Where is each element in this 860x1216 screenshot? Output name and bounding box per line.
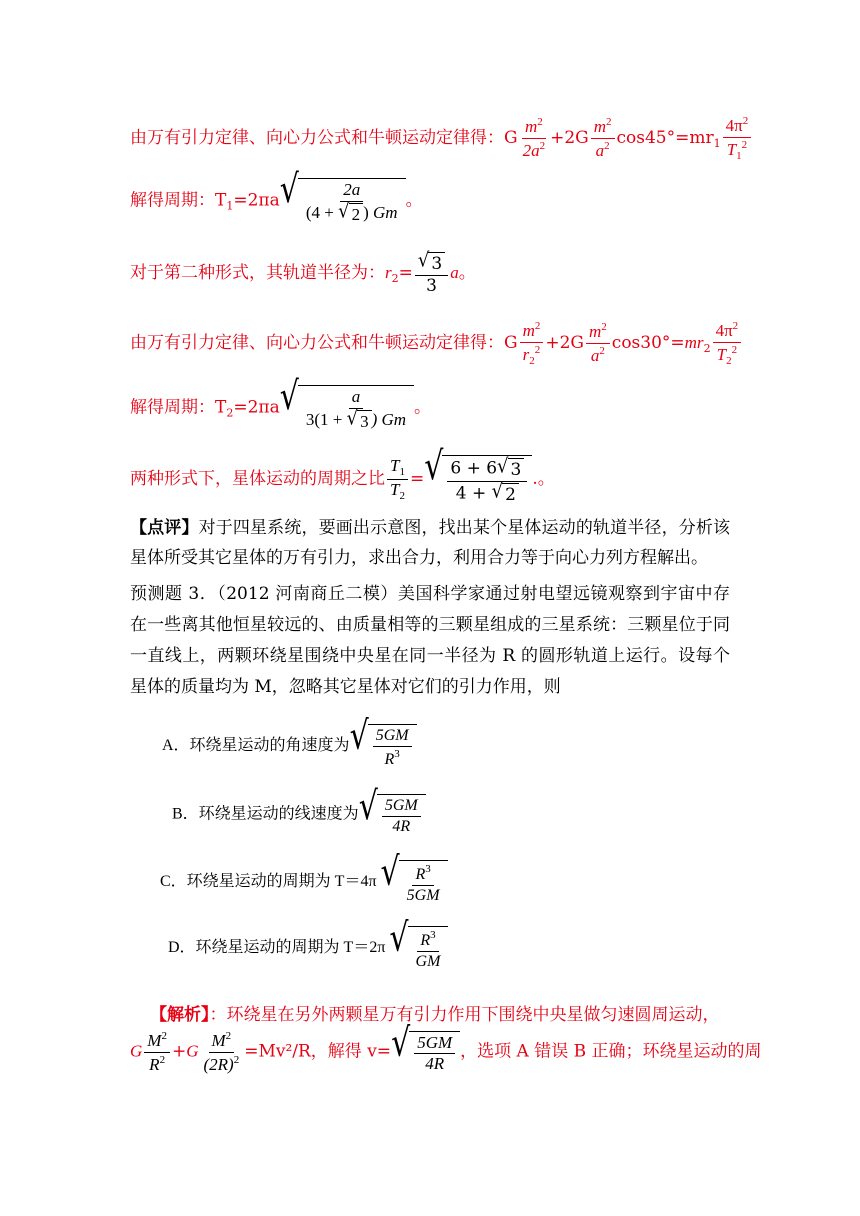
- den-part: ) Gm: [371, 409, 407, 429]
- frac-num: m: [593, 117, 607, 137]
- comment-paragraph: [130, 513, 730, 573]
- root-value: 2: [502, 483, 519, 505]
- fraction: [413, 929, 444, 970]
- exp: 2: [159, 1053, 166, 1066]
- frac-num: M: [211, 1031, 226, 1050]
- frac-den: (2R): [203, 1054, 234, 1074]
- subscript: 2: [226, 406, 234, 420]
- equation-text: =Mv²/R，解得 v=: [244, 1041, 392, 1062]
- frac-den: a: [590, 345, 600, 365]
- subscript: 2: [726, 354, 732, 367]
- sqrt-option-c: √ $\frac{R^3}{5GM}$: [381, 860, 448, 904]
- period-mark: .。: [532, 469, 555, 490]
- fraction-m2-a2: [591, 116, 615, 160]
- fraction-m2-a2: [586, 321, 610, 365]
- frac-den: 4R: [392, 817, 411, 835]
- mass-radius: mr: [684, 332, 704, 352]
- equals-sign: =: [398, 263, 413, 284]
- period-mark: 。: [414, 397, 432, 418]
- frac-den: 4 +: [455, 483, 492, 504]
- frac-num: 5GM: [373, 727, 412, 747]
- equation-line-2: [130, 167, 423, 224]
- subscript: 1: [399, 466, 405, 479]
- subscript: 1: [713, 136, 721, 150]
- frac-den: 4R: [425, 1054, 445, 1074]
- sqrt-period-2: √ a 3(1 + √ 3 ) Gm: [280, 385, 414, 431]
- frac-num: m: [522, 321, 535, 340]
- plus-term: +2G: [545, 332, 585, 353]
- fraction: [303, 388, 409, 431]
- sqrt-period-1: √ 2a (4 + √ 2 ) Gm: [280, 178, 406, 224]
- frac-den: T: [390, 480, 400, 500]
- fraction: [382, 797, 421, 835]
- period-mark: 。: [458, 263, 476, 284]
- exp: 2: [161, 1030, 167, 1042]
- exp: 2: [534, 343, 541, 356]
- fraction: [447, 454, 527, 505]
- gravity-constant: G: [504, 127, 518, 148]
- option-label: C．环绕星运动的周期为 T＝4π: [160, 872, 377, 890]
- frac-num: M: [147, 1031, 162, 1050]
- frac-num: 5GM: [382, 797, 421, 817]
- analysis-tag: 【解析】: [150, 1005, 210, 1025]
- den-part: Gm: [373, 202, 398, 222]
- fraction-T1-T2: [387, 457, 408, 502]
- period-mark: 。: [405, 190, 423, 211]
- frac-den: T: [716, 344, 727, 364]
- subscript: 2: [529, 354, 535, 367]
- exp: 3: [430, 929, 436, 941]
- sqrt-3: √ 3: [347, 410, 372, 432]
- frac-num: 2a: [340, 181, 363, 202]
- frac-den: 5GM: [406, 886, 440, 904]
- frac-num: m: [589, 322, 602, 342]
- frac-num: R: [415, 866, 426, 883]
- option-a: [162, 713, 417, 768]
- frac-den: GM: [415, 952, 441, 970]
- exp: 3: [425, 863, 431, 875]
- exp: 2: [742, 115, 749, 127]
- sqrt-2: √ 2: [492, 483, 519, 505]
- radius-symbol: r: [385, 263, 392, 283]
- exp: 3: [394, 747, 400, 760]
- option-d: [168, 915, 448, 970]
- subscript: 1: [226, 199, 234, 213]
- sqrt-2: √ 2: [338, 203, 363, 225]
- analysis-text: ：环绕星在另外两颗星万有引力作用下围绕中央星做匀速圆周运动，: [209, 1005, 720, 1025]
- cos-term: cos30°=: [611, 332, 685, 353]
- frac-num: m: [524, 117, 538, 137]
- line-text: 由万有引力定律、向心力公式和牛顿运动定律得：: [130, 332, 504, 353]
- frac-num: 4π: [725, 116, 743, 135]
- equals-term: =2πa: [233, 397, 280, 418]
- exp: 2: [225, 1030, 232, 1042]
- subscript: 2: [703, 341, 711, 355]
- exp: 2: [537, 116, 543, 129]
- gravity-constant: G: [504, 332, 518, 353]
- option-label: A．环绕星运动的角速度为: [162, 736, 350, 754]
- fraction: [373, 727, 412, 768]
- problem-paragraph: [130, 579, 730, 703]
- frac-den: 2a: [522, 140, 540, 160]
- frac-den: R: [384, 750, 395, 768]
- line-text: 解得周期：T: [130, 190, 227, 211]
- equation-line-1: [130, 115, 753, 162]
- fraction-sqrt3-3: [415, 248, 448, 296]
- gravity-constant: G: [130, 1041, 143, 1061]
- analysis-tail: ，选项 A 错误 B 正确；环绕星运动的周: [460, 1041, 762, 1062]
- frac-num: R: [420, 932, 431, 949]
- sqrt-option-a: √ $\frac{5GM}{R^3}$: [350, 724, 417, 768]
- frac-num: a: [349, 388, 364, 409]
- frac-den: a: [595, 140, 605, 160]
- subscript: 2: [391, 272, 399, 286]
- frac-den: T: [726, 139, 737, 159]
- fraction-4pi2-T2: [713, 320, 742, 367]
- line-text: 解得周期：T: [130, 397, 227, 418]
- den-part: 3(1 +: [305, 409, 347, 429]
- comment-tag: 【点评】: [130, 518, 199, 538]
- plus-term: +2G: [550, 127, 589, 148]
- fraction-M2-2R2: [200, 1030, 242, 1074]
- frac-num: T: [390, 456, 400, 476]
- sqrt-3: √ 3: [497, 458, 524, 480]
- fraction: 2a (4 + √ 2 ) Gm: [305, 180, 398, 224]
- plus-sign: +: [171, 1041, 187, 1062]
- equals-sign: =: [409, 469, 425, 490]
- root-value: 2: [349, 203, 364, 225]
- exp: 2: [599, 344, 605, 357]
- equals-term: =2πa: [233, 190, 280, 211]
- exp: 2: [534, 320, 541, 332]
- fraction: [414, 1034, 455, 1074]
- frac-den: 3: [426, 275, 437, 296]
- line-text: 由万有引力定律、向心力公式和牛顿运动定律得：: [130, 127, 504, 148]
- root-value: 3: [508, 458, 525, 480]
- fraction-m2-r2: [520, 320, 544, 367]
- den-part: 4 +: [311, 202, 339, 222]
- equation-line-3: [130, 248, 476, 296]
- fraction-m2-2a2: [520, 116, 549, 160]
- root-value: 3: [357, 410, 372, 432]
- frac-num: 4π: [715, 321, 733, 340]
- fraction-M2-R2: [144, 1030, 170, 1074]
- comment-text: 对于四星系统，要画出示意图，找出某个星体运动的轨道半径，分析该星体所受其它星体的万有引力，求出合力，利用合力等于向心力列方程解出。: [130, 518, 731, 568]
- option-b: [172, 783, 426, 835]
- option-c: [160, 849, 448, 904]
- cos-term: cos45°=mr: [616, 127, 714, 148]
- exp: 2: [731, 343, 738, 356]
- side-symbol: a: [450, 263, 459, 283]
- frac-num: 6 + 6: [450, 458, 498, 479]
- sqrt-3: √ 3: [418, 252, 445, 274]
- exp: 2: [732, 320, 739, 332]
- frac-den: r: [522, 344, 530, 364]
- analysis-line-1: [150, 1000, 720, 1025]
- exp: 2: [601, 321, 607, 334]
- sqrt-velocity: √ $\frac{5GM}{4R}$: [391, 1031, 460, 1074]
- option-label: D．环绕星运动的周期为 T＝2π: [168, 938, 386, 956]
- frac-num: 5GM: [414, 1034, 455, 1055]
- equation-line-4: [130, 320, 743, 367]
- option-label: B．环绕星运动的线速度为: [172, 805, 359, 823]
- exp: 2: [539, 139, 546, 152]
- line-text: 对于第二种形式，其轨道半径为：: [130, 263, 385, 284]
- fraction: [404, 863, 443, 904]
- frac-den: R: [149, 1054, 160, 1074]
- subscript: 2: [399, 490, 405, 503]
- subscript: 1: [736, 149, 742, 162]
- sqrt-option-b: √ $\frac{5GM}{4R}$: [359, 794, 426, 835]
- exp: 2: [233, 1053, 240, 1066]
- sqrt-ratio: √ 6 + 6 √ 3 4 + √ 2: [424, 455, 532, 504]
- analysis-line-2: [130, 1020, 762, 1074]
- fraction-4pi2-T2: [723, 115, 752, 162]
- exp: 2: [604, 139, 610, 152]
- equation-line-6: [130, 443, 555, 505]
- equation-line-5: [130, 374, 432, 431]
- gravity-constant: G: [186, 1041, 199, 1061]
- problem-text: 预测题 3．（2012 河南商丘二模）美国科学家通过射电望远镜观察到宇宙中存在一些离其他恒星较远的、由质量相等的三颗星组成的三星系统：三颗星位于同一直线上，两颗环绕星围绕中央星在同一半径为 R 的圆形轨道上运行。设每个星体的质量均为 M，忽略其它星体对它们的引力作用，则: [130, 584, 730, 697]
- sqrt-option-d: √ $\frac{R^3}{GM}$: [389, 926, 448, 970]
- line-text: 两种形式下，星体运动的周期之比: [130, 469, 385, 490]
- exp: 2: [606, 116, 612, 129]
- root-value: 3: [428, 252, 445, 274]
- exp: 2: [741, 138, 748, 151]
